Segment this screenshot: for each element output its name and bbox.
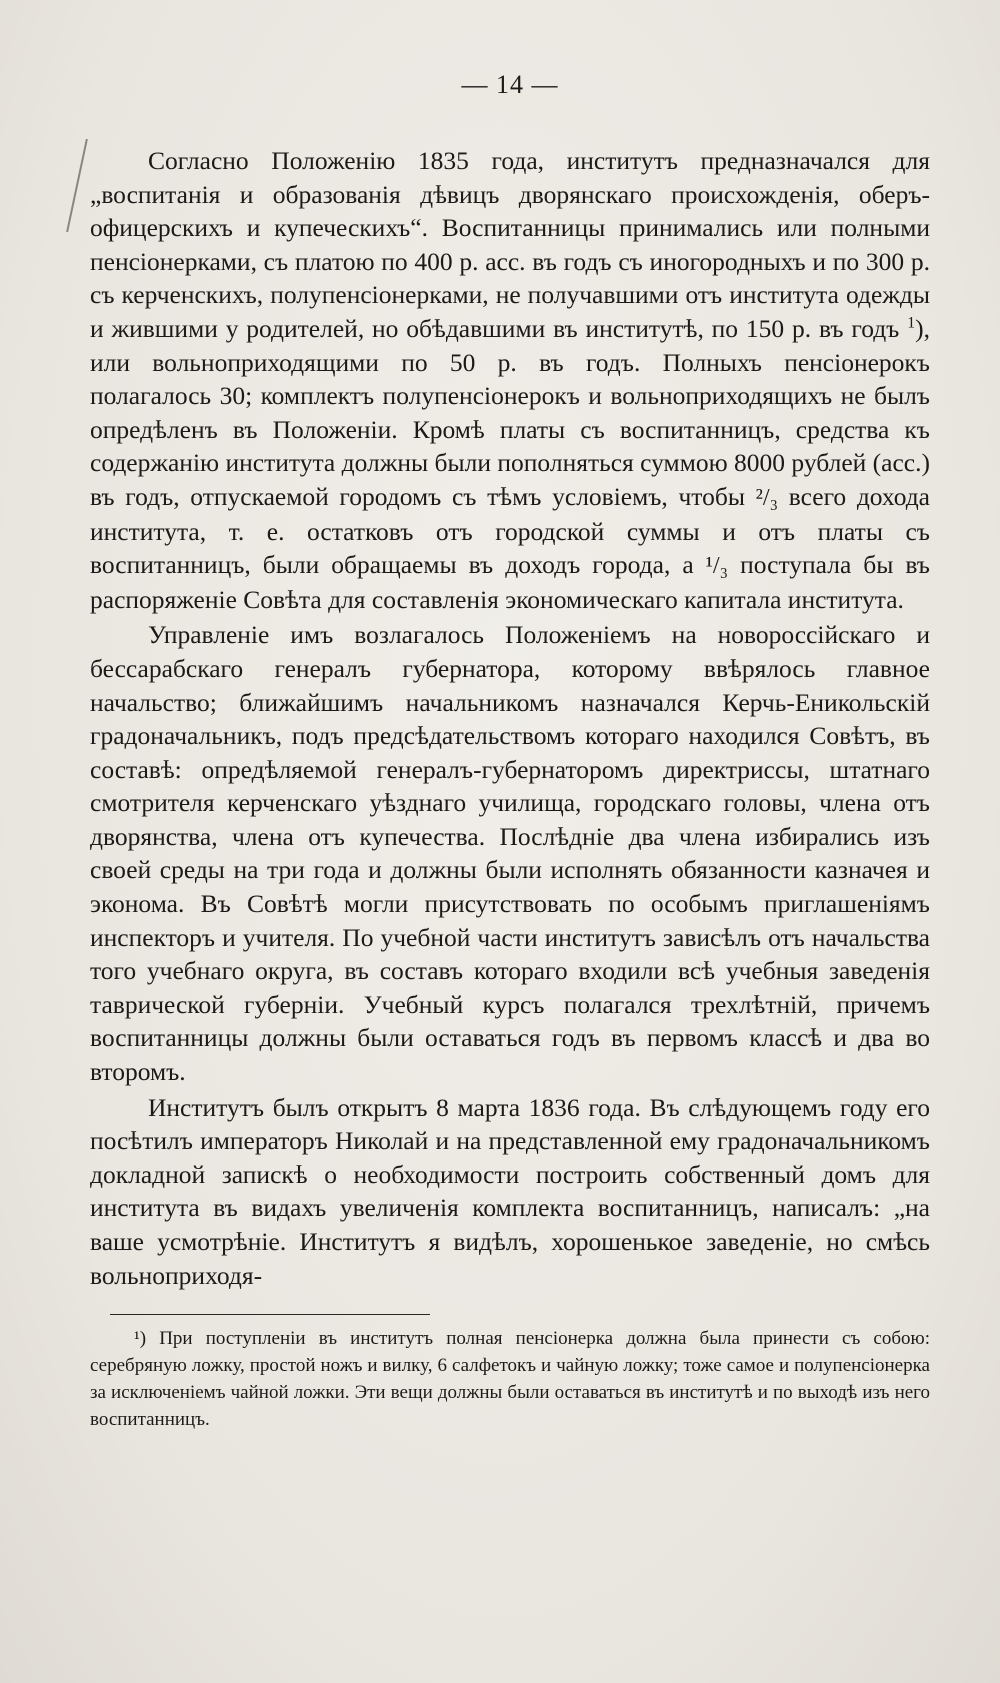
footnote-body: При поступленіи въ институтъ полная пенсіонерка должна была принести съ собою: серебряную ложку, простой ножъ и вилку, 6 салфетокъ и чайную ложку; тоже самое и полупенсіонерка за исключеніемъ чайной ложки. Эти вещи должны были оставаться въ институтѣ и по выходѣ изъ него воспитанницъ. [90,1328,930,1431]
paragraph-1-part-4: поступала бы въ распоряженіе Совѣта для составленія экономическаго капитала института. [90,550,930,614]
paragraph-2: Управленіе имъ возлагалось Положеніемъ на новороссійскаго и бессарабскаго генералъ губернатора, которому ввѣрялось главное начальство; ближайшимъ начальникомъ назначался Керчь-Еникольскій градоначальникъ, подъ предсѣдательствомъ котораго находился Совѣтъ, въ составѣ: опредѣляемой генералъ-губернаторомъ директриссы, штатнаго смотрителя керченскаго уѣзднаго училища, городскаго головы, члена отъ дворянства, члена отъ купечества. Послѣдніе два члена избирались изъ своей среды на три года и должны были исполнять обязанности казначея и эконома. Въ Совѣтѣ могли присутствовать по особымъ приглашеніямъ инспекторъ и учителя. По учебной части институтъ зависѣлъ отъ начальства того учебнаго округа, въ составъ котораго входили всѣ учебныя заведенія таврической губерніи. Учебный курсъ полагался трехлѣтній, причемъ воспитанницы должны были оставаться годъ въ первомъ классѣ и два во второмъ. [90,620,930,1087]
paragraph-3: Институтъ былъ открытъ 8 марта 1836 года. Въ слѣдующемъ году его посѣтилъ императоръ Николай и на представленной ему градоначальникомъ докладной запискѣ о необходимости построить собственный домъ для института въ видахъ увеличенія комплекта воспитанницъ, написалъ: „на ваше усмотрѣніе. Институтъ я видѣлъ, хорошенькое заведеніе, но смѣсь вольноприходя- [90,1092,930,1290]
main-text [90,144,930,1292]
margin-pencil-mark [66,139,88,232]
paragraph-1-part-3: всего дохода института, т. е. остатковъ отъ городской суммы и отъ платы съ воспитанницъ, были обращаемы въ доходъ города, а [90,481,931,580]
footnote-reference: 1 [907,314,916,332]
footnote-divider [110,1314,430,1315]
footnote-marker: ¹) [134,1328,147,1350]
page-number: — 14 — [461,70,559,99]
paragraph-1-part-2: ), или вольноприходящими по 50 р. въ годъ. Полныхъ пенсіонерокъ полагалось 30; комплектъ полупенсіонерокъ и вольноприходящихъ не былъ опредѣленъ въ Положеніи. Кромѣ платы съ воспитанницъ, средства къ содержанію института должны были пополняться суммою 8000 рублей (асс.) въ годъ, отпускаемой городомъ съ тѣмъ условіемъ, чтобы [90,313,930,511]
fraction-two-thirds: ²/₃ [755,483,779,511]
fraction-one-third: ¹/₃ [705,552,729,580]
paragraph-1-part-1: Согласно Положенію 1835 года, институтъ предназначался для „воспитанія и образованія дѣвицъ дворянскаго происхожденія, оберъ-офицерскихъ и купеческихъ“. Воспитанницы принимались или полными пенсіонерками, съ платою по 400 р. асс. въ годъ съ иногородныхъ и по 300 р. съ керченскихъ, полупенсіонерками, не получавшими отъ института одежды и жившими у родителей, но обѣдавшими въ институтѣ, по 150 р. въ годъ [90,146,930,343]
paragraph-1 [90,144,930,616]
footnote [90,1325,930,1433]
